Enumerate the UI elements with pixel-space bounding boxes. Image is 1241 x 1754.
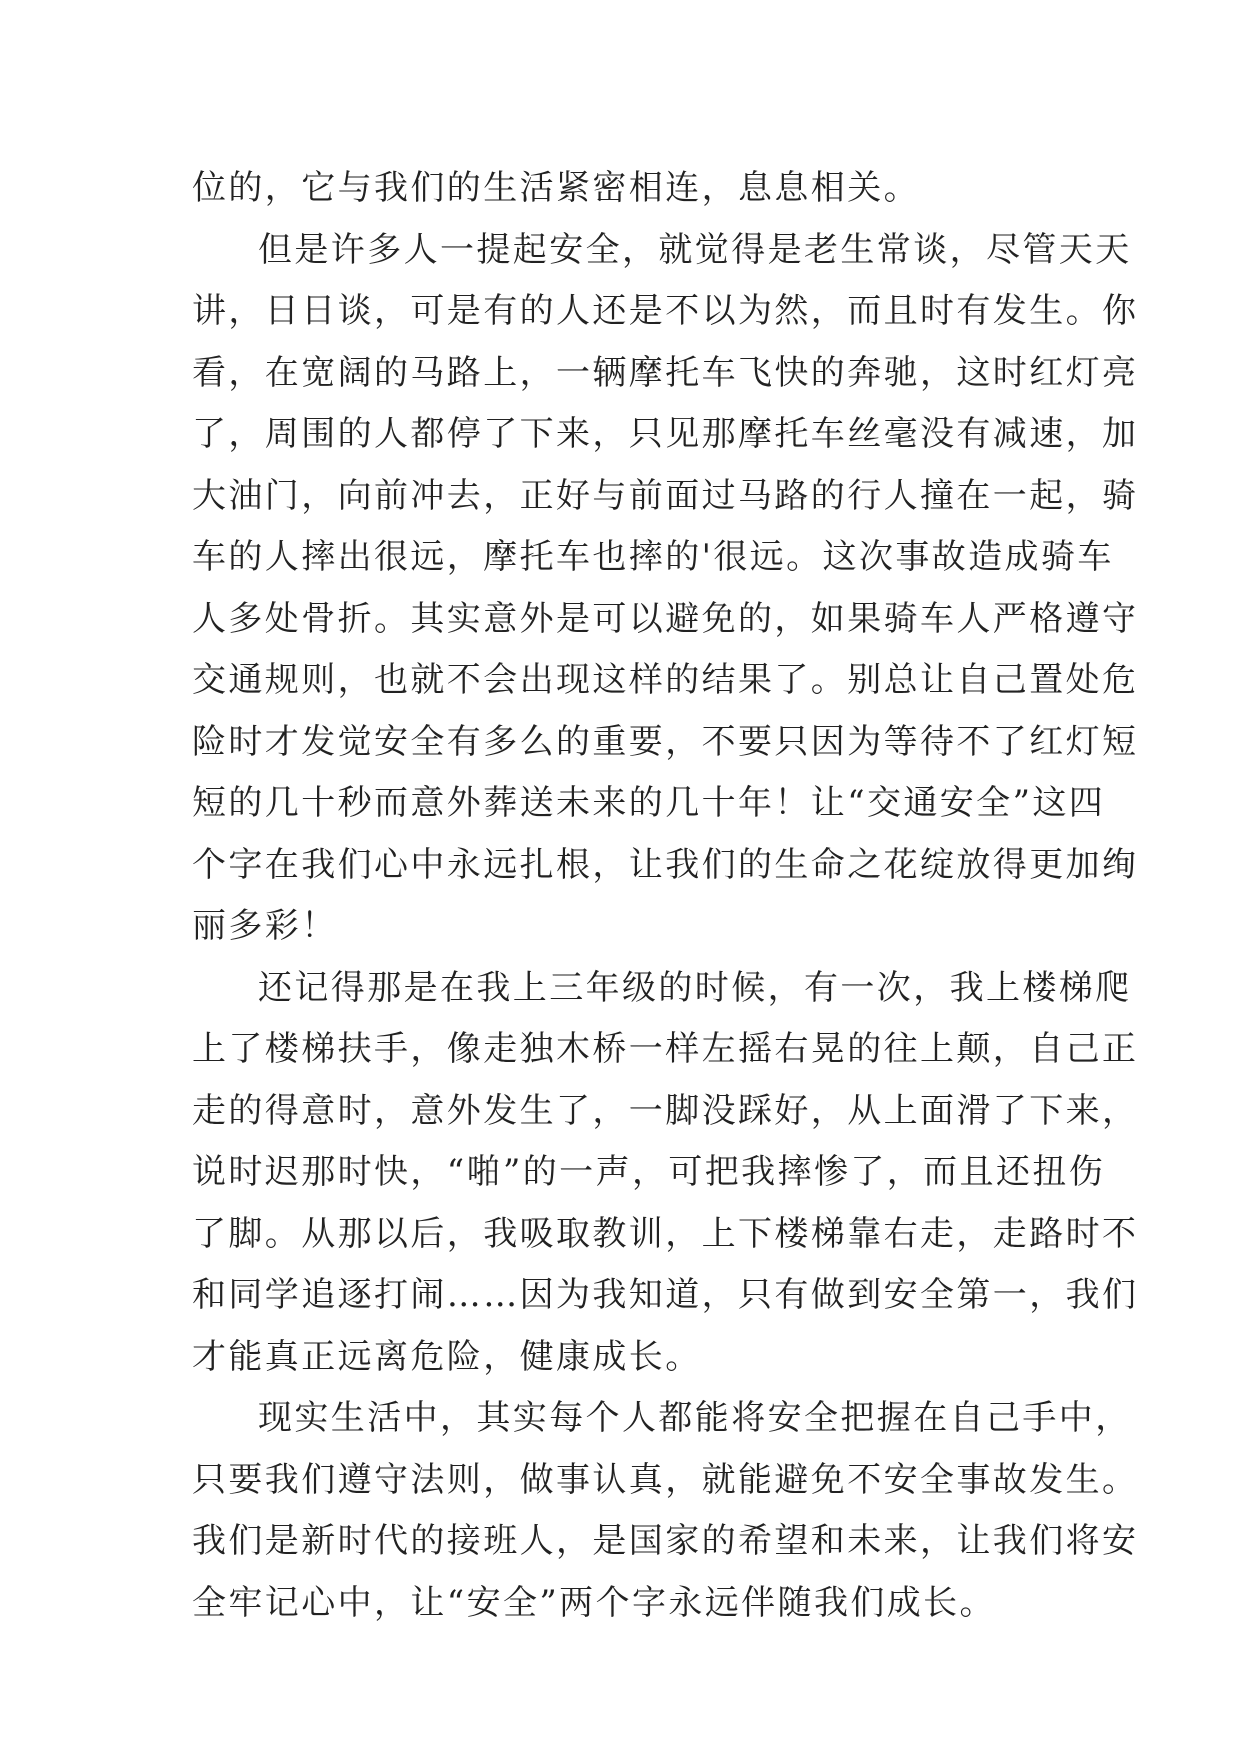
text-line: 短的几十秒而意外葬送未来的几十年！让“交通安全”这四	[192, 783, 1106, 823]
text-line: 讲，日日谈，可是有的人还是不以为然，而且时有发生。你	[192, 291, 1139, 331]
text-line: 了脚。从那以后，我吸取教训，上下楼梯靠右走，走路时不	[192, 1213, 1139, 1254]
text-line: 只要我们遵守法则，做事认真，就能避免不安全事故发生。	[192, 1459, 1139, 1500]
text-line: 才能真正远离危险，健康成长。	[192, 1336, 702, 1377]
paragraph-start-line: 现实生活中，其实每个人都能将安全把握在自己手中，	[258, 1398, 1132, 1438]
paragraph-start-line: 但是许多人一提起安全，就觉得是老生常谈，尽管天天	[258, 229, 1132, 270]
text-line: 说时迟那时快，“啪”的一声，可把我摔惨了，而且还扭伤	[192, 1152, 1106, 1192]
text-line: 位的，它与我们的生活紧密相连，息息相关。	[192, 168, 920, 208]
text-line: 交通规则，也就不会出现这样的结果了。别总让自己置处危	[192, 660, 1139, 700]
text-line: 险时才发觉安全有多么的重要，不要只因为等待不了红灯短	[192, 721, 1139, 762]
text-line: 人多处骨折。其实意外是可以避免的，如果骑车人严格遵守	[192, 598, 1139, 639]
text-line: 丽多彩！	[192, 906, 338, 946]
text-line: 走的得意时，意外发生了，一脚没踩好，从上面滑了下来，	[192, 1090, 1139, 1131]
paragraph-start-line: 还记得那是在我上三年级的时候，有一次，我上楼梯爬	[258, 967, 1132, 1008]
text-line: 和同学追逐打闹……因为我知道，只有做到安全第一，我们	[192, 1275, 1139, 1315]
text-line: 全牢记心中，让“安全”两个字永远伴随我们成长。	[192, 1582, 996, 1623]
text-line: 我们是新时代的接班人，是国家的希望和未来，让我们将安	[192, 1521, 1139, 1561]
text-line: 大油门，向前冲去，正好与前面过马路的行人撞在一起，骑	[192, 475, 1139, 516]
essay-body	[192, 158, 1139, 1634]
text-line: 了，周围的人都停了下来，只见那摩托车丝毫没有减速，加	[192, 414, 1139, 454]
text-line: 看，在宽阔的马路上，一辆摩托车飞快的奔驰，这时红灯亮	[192, 352, 1139, 393]
text-line: 车的人摔出很远，摩托车也摔的'很远。这次事故造成骑车	[192, 537, 1114, 577]
text-line: 个字在我们心中永远扎根，让我们的生命之花绽放得更加绚	[192, 844, 1139, 885]
text-line: 上了楼梯扶手，像走独木桥一样左摇右晃的往上颠，自己正	[192, 1029, 1139, 1069]
